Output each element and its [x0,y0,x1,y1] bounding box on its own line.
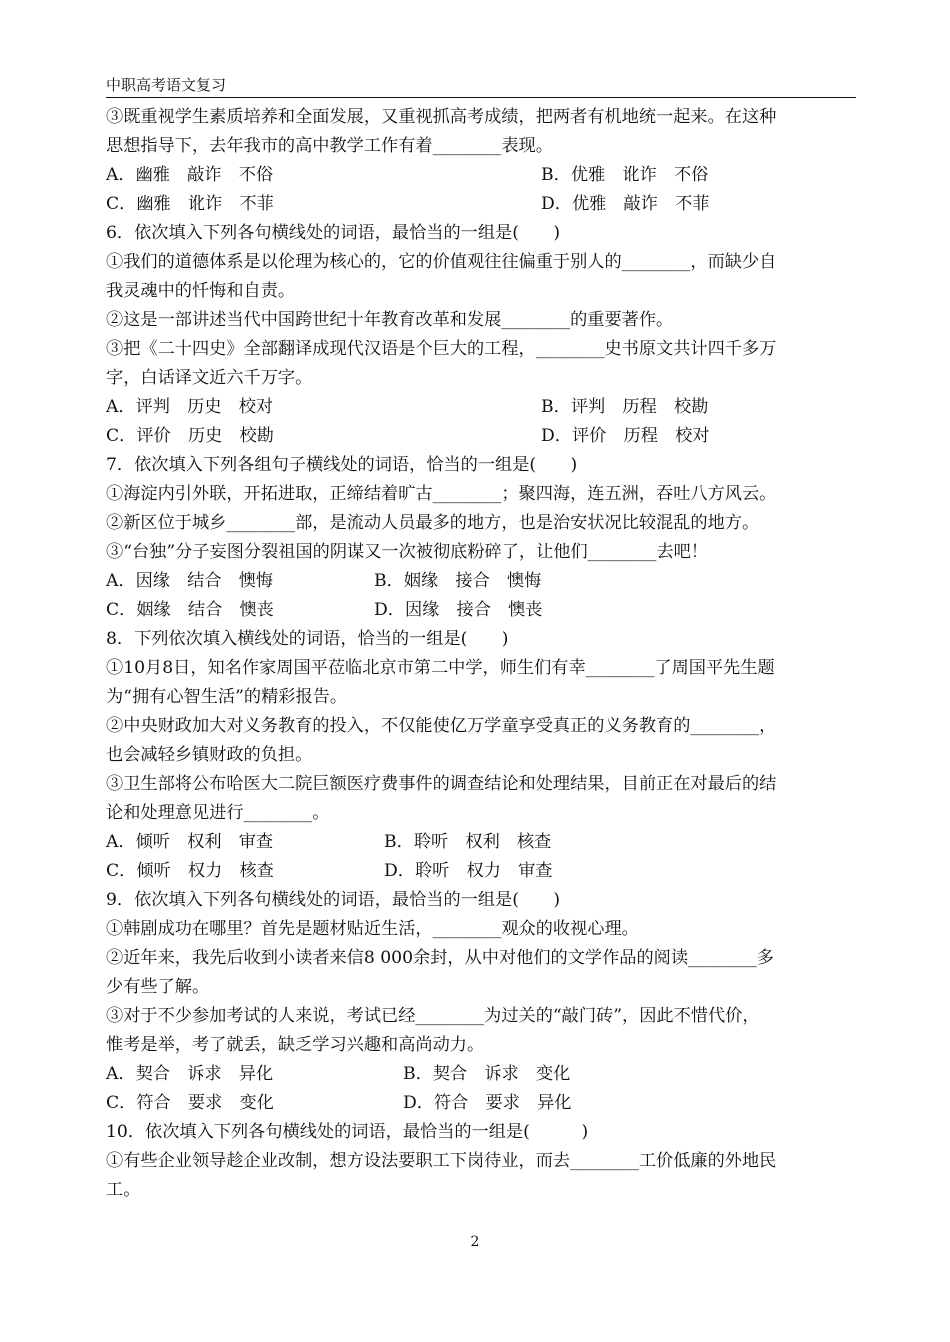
running-header [106,76,856,98]
answer-option: A．契合 诉求 异化 [106,1064,274,1084]
text-line: 我灵魂中的忏悔和自责。 [106,281,296,301]
answer-option: A．幽雅 敲诈 不俗 [106,165,274,185]
options-line [106,567,858,596]
options-line [106,857,858,886]
text-line: 9．依次填入下列各句横线处的词语，最恰当的一组是( ) [106,890,561,910]
answer-option: C．倾听 权力 核查 [106,861,274,881]
answer-option: B．姻缘 接合 懊悔 [374,571,542,591]
answer-option: C．姻缘 结合 懊丧 [106,600,274,620]
text-line: 论和处理意见进行________。 [106,803,330,823]
answer-option: D．符合 要求 异化 [403,1093,572,1113]
header-title: 中职高考语文复习 [106,76,227,94]
text-line: ③对于不少参加考试的人来说，考试已经________为过关的“敲门砖”，因此不惜代价， [106,1006,760,1026]
text-line: 7．依次填入下列各组句子横线处的词语，恰当的一组是( ) [106,455,578,475]
answer-option: C．符合 要求 变化 [106,1093,274,1113]
answer-option: C．幽雅 讹诈 不菲 [106,194,274,214]
options-line [106,828,858,857]
text-line: ①我们的道德体系是以伦理为核心的，它的价值观往往偏重于别人的________，而缺少自 [106,252,777,272]
text-line: 惟考是举，考了就丢，缺乏学习兴趣和高尚动力。 [106,1035,485,1055]
text-line: 少有些了解。 [106,977,210,997]
answer-option: A．倾听 权利 审查 [106,832,274,852]
text-line: ③既重视学生素质培养和全面发展，又重视抓高考成绩，把两者有机地统一起来。在这种 [106,107,777,127]
text-line: 工。 [106,1180,141,1200]
options-line [106,1089,858,1118]
page-number: 2 [470,1234,480,1250]
answer-option: D．聆听 权力 审查 [384,861,553,881]
answer-option: A．评判 历史 校对 [106,397,274,417]
text-line: ①海淀内引外联，开拓进取，正缔结着旷古________；聚四海，连五洲，吞吐八方风云。 [106,484,777,504]
text-line: 10．依次填入下列各句横线处的词语，最恰当的一组是( ) [106,1122,589,1142]
answer-option: B．契合 诉求 变化 [403,1064,571,1084]
text-line: ③卫生部将公布哈医大二院巨额医疗费事件的调查结论和处理结果，目前正在对最后的结 [106,774,777,794]
page-body [106,103,858,1205]
answer-option: B．优雅 讹诈 不俗 [541,165,709,185]
text-line: ①有些企业领导趁企业改制，想方设法要职工下岗待业，而去________工价低廉的外地民 [106,1151,777,1171]
text-line: 字，白话译文近六千万字。 [106,368,313,388]
answer-option: D．评价 历程 校对 [541,426,710,446]
options-line [106,161,858,190]
text-line: ③把《二十四史》全部翻译成现代汉语是个巨大的工程，________史书原文共计四千多万 [106,339,777,359]
answer-option: C．评价 历史 校勘 [106,426,274,446]
text-line: 为“拥有心智生活”的精彩报告。 [106,687,348,707]
text-line: 也会减轻乡镇财政的负担。 [106,745,313,765]
answer-option: B．聆听 权利 核查 [384,832,552,852]
text-line: ②近年来，我先后收到小读者来信8 000余封，从中对他们的文学作品的阅读________多 [106,948,774,968]
text-line: ③“台独”分子妄图分裂祖国的阴谋又一次被彻底粉碎了，让他们________去吧！ [106,542,708,562]
options-line [106,393,858,422]
text-line: ①韩剧成功在哪里？首先是题材贴近生活，________观众的收视心理。 [106,919,639,939]
text-line: ②新区位于城乡________部，是流动人员最多的地方，也是治安状况比较混乱的地方。 [106,513,760,533]
options-line [106,596,858,625]
text-line: 思想指导下，去年我市的高中教学工作有着________表现。 [106,136,553,156]
text-line: 8．下列依次填入横线处的词语，恰当的一组是( ) [106,629,509,649]
options-line [106,422,858,451]
text-line: 6．依次填入下列各句横线处的词语，最恰当的一组是( ) [106,223,561,243]
answer-option: A．因缘 结合 懊悔 [106,571,274,591]
answer-option: B．评判 历程 校勘 [541,397,709,417]
options-line [106,1060,858,1089]
text-line: ①10月8日，知名作家周国平莅临北京市第二中学，师生们有幸________了周国平先生题 [106,658,775,678]
answer-option: D．优雅 敲诈 不菲 [541,194,710,214]
text-line: ②中央财政加大对义务教育的投入，不仅能使亿万学童享受真正的义务教育的________， [106,716,777,736]
options-line [106,190,858,219]
text-line: ②这是一部讲述当代中国跨世纪十年教育改革和发展________的重要著作。 [106,310,674,330]
answer-option: D．因缘 接合 懊丧 [374,600,543,620]
